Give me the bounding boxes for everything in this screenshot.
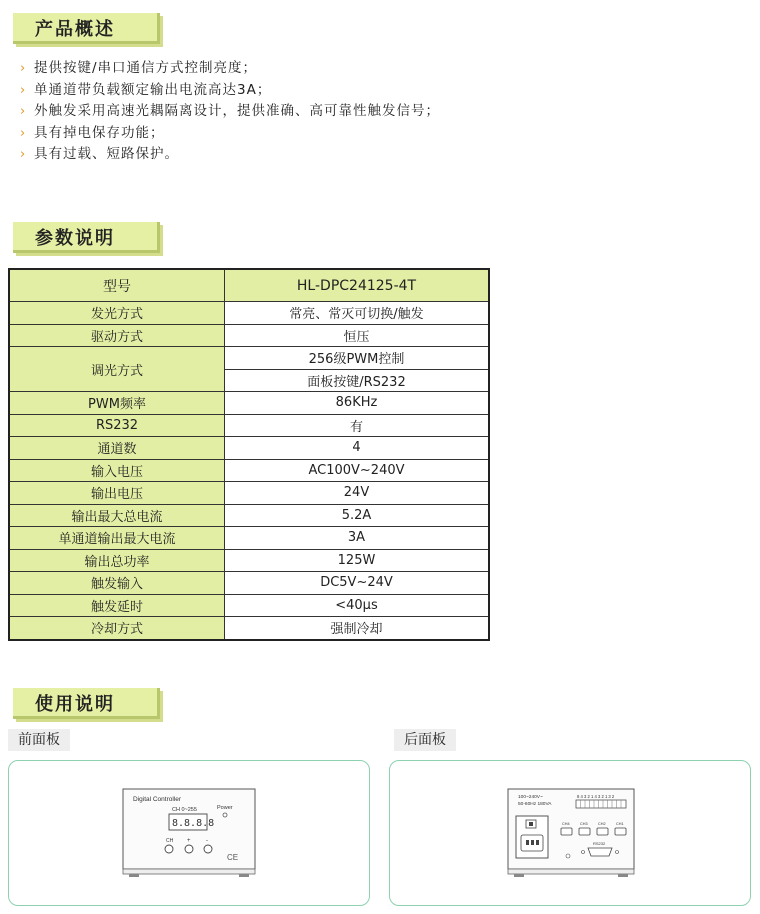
ch-range-label: CH 0~255 [172, 807, 197, 813]
table-cell-label: 冷却方式 [9, 617, 225, 640]
rear-panel-label: 后面板 [394, 729, 456, 751]
spec-table [8, 268, 490, 641]
plus-button [185, 845, 193, 853]
table-row [9, 572, 489, 595]
chevron-right-icon: › [20, 125, 27, 141]
table-row [9, 302, 489, 325]
chevron-right-icon: › [20, 104, 27, 119]
ground-screw-icon [566, 854, 570, 858]
table-cell-label: 输出总功率 [9, 549, 225, 572]
power-led-icon [223, 813, 227, 817]
section-title-params: 参数说明 [13, 222, 173, 256]
ch3-connector-icon [579, 828, 590, 835]
table-cell-label: 发光方式 [9, 302, 225, 325]
table-cell-label: 输出最大总电流 [9, 504, 225, 527]
ch1-label: CH1 [616, 822, 624, 826]
table-row [9, 414, 489, 437]
table-row [9, 594, 489, 617]
table-cell-label: 调光方式 [9, 347, 225, 392]
rs232-label: RS232 [593, 841, 606, 846]
table-cell-label: 驱动方式 [9, 324, 225, 347]
table-cell-label: 输出电压 [9, 482, 225, 505]
table-cell-value: 强制冷却 [225, 617, 490, 640]
chevron-right-icon: › [20, 147, 27, 162]
power-label: Power [217, 805, 233, 811]
table-cell-label: 输入电压 [9, 459, 225, 482]
table-cell-value: 恒压 [225, 324, 490, 347]
table-row [9, 482, 489, 505]
table-cell-value: AC100V~240V [225, 459, 490, 482]
ch3-label: CH3 [580, 822, 588, 826]
table-cell-label: 型号 [9, 269, 225, 302]
plus-button-label: + [187, 838, 191, 844]
chevron-right-icon: › [20, 82, 27, 98]
table-row [9, 347, 489, 370]
table-row [9, 527, 489, 550]
table-cell-value: 有 [225, 414, 490, 437]
ch4-label: CH4 [562, 822, 570, 826]
feature-item: › 外触发采用高速光耦隔离设计，提供准确、高可靠性触发信号； [20, 101, 440, 123]
feature-item: › 提供按键/串口通信方式控制亮度； [20, 58, 440, 80]
rs232-port-icon [588, 848, 612, 856]
feature-item: › 具有过载、短路保护。 [20, 144, 440, 166]
table-row [9, 392, 489, 415]
table-cell-value: 4 [225, 437, 490, 460]
input-spec-line1: 100~240V~ [518, 795, 543, 800]
table-cell-label: RS232 [9, 414, 225, 437]
ch2-connector-icon [597, 828, 608, 835]
minus-button [204, 845, 212, 853]
ch-button-label: CH [166, 838, 174, 844]
table-row [9, 617, 489, 640]
table-row [9, 459, 489, 482]
feature-list [20, 58, 440, 166]
terminal-numbers: 8 4 3 2 1 4 3 2 1 3 2 [577, 794, 615, 799]
table-cell-value: 86KHz [225, 392, 490, 415]
table-row [9, 437, 489, 460]
rear-panel-box [389, 760, 751, 906]
ch1-connector-icon [615, 828, 626, 835]
input-spec-line2: 50-60Hz 180VA [518, 802, 552, 807]
table-cell-value: 256级PWM控制 [225, 347, 490, 370]
table-cell-value: 24V [225, 482, 490, 505]
terminal-block [576, 800, 626, 808]
feature-item: › 单通道带负载额定输出电流高达3A； [20, 80, 440, 102]
table-cell-value: DC5V~24V [225, 572, 490, 595]
display-digits: 8.8.8.8 [172, 818, 215, 829]
table-row [9, 504, 489, 527]
ce-mark-icon: CE [227, 853, 239, 862]
table-row [9, 549, 489, 572]
front-panel-diagram [9, 761, 369, 905]
table-cell-label: 触发延时 [9, 594, 225, 617]
table-cell-value: 125W [225, 549, 490, 572]
table-cell-label: PWM频率 [9, 392, 225, 415]
table-cell-value: 面板按键/RS232 [225, 369, 490, 392]
section-title-usage: 使用说明 [13, 688, 173, 722]
ch4-connector-icon [561, 828, 572, 835]
table-cell-label: 通道数 [9, 437, 225, 460]
front-panel-box [8, 760, 370, 906]
ch2-label: CH2 [598, 822, 606, 826]
table-cell-value: 常亮、常灭可切换/触发 [225, 302, 490, 325]
device-title: Digital Controller [133, 796, 182, 803]
rear-panel-diagram [390, 761, 750, 905]
feature-item: › 具有掉电保存功能； [20, 123, 440, 145]
ch-button [165, 845, 173, 853]
table-cell-label: 触发输入 [9, 572, 225, 595]
table-cell-value: <40μs [225, 594, 490, 617]
table-cell-label: 单通道输出最大电流 [9, 527, 225, 550]
table-header-row [9, 269, 489, 302]
section-title-overview: 产品概述 [13, 13, 173, 47]
table-cell-value: HL-DPC24125-4T [225, 269, 490, 302]
table-cell-value: 5.2A [225, 504, 490, 527]
front-panel-label: 前面板 [8, 729, 70, 751]
chevron-right-icon: › [20, 61, 27, 76]
table-cell-value: 3A [225, 527, 490, 550]
minus-button-label: - [206, 838, 208, 844]
table-row [9, 324, 489, 347]
